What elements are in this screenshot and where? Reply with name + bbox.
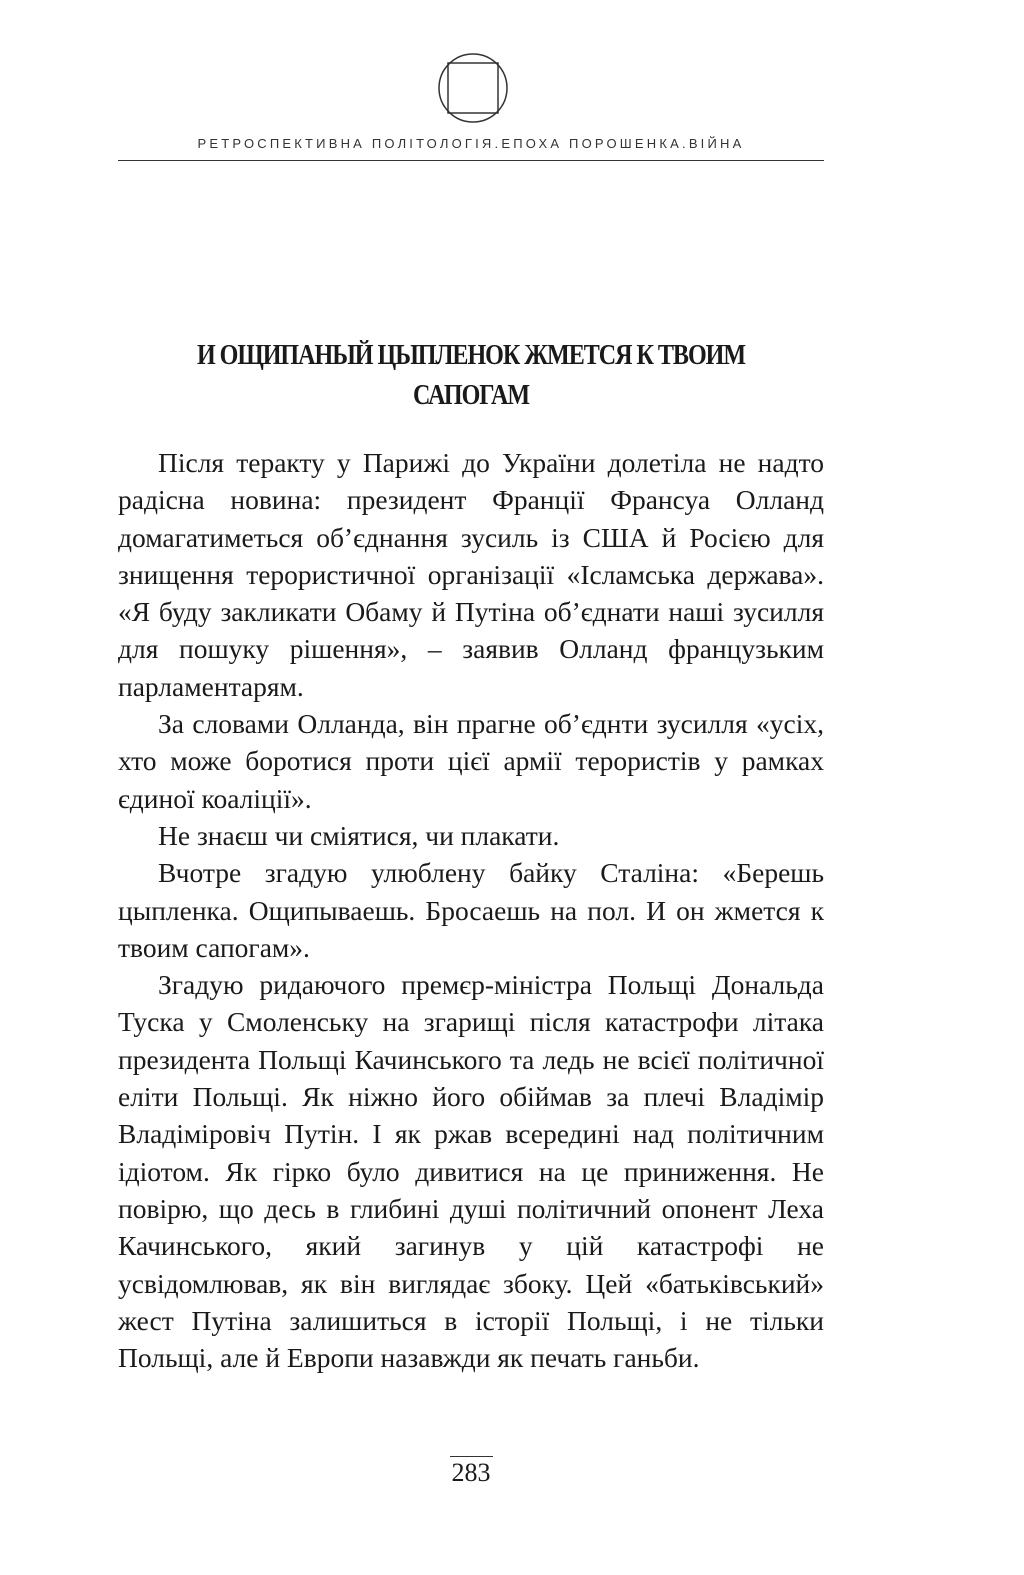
running-header-title: РЕТРОСПЕКТИВНА ПОЛІТОЛОГІЯ.ЕПОХА ПОРОШЕНКА.ВІЙНА (197, 136, 745, 151)
paragraph-4: Вчотре згадую улюблену байку Сталіна: «Берешь цыпленка. Ощипываешь. Бросаешь на пол. И он жмется к твоим сапогам». (118, 857, 824, 963)
paragraph-3: Не знаєш чи сміятися, чи плакати. (158, 819, 560, 851)
page-number (118, 1456, 824, 1489)
circle-square-logo-icon (437, 52, 509, 124)
chapter-title-line-1: И ОЩИПАНЫЙ ЦЫПЛЕНОК ЖМЕТСЯ К ТВОИМ (196, 340, 746, 371)
paragraph-1: Після теракту у Парижі до України долетіла не надто радісна новина: президент Франції Франсуа Олланд домагатиметься об’єднання зусиль із США й Росією для знищення терористичної організації «Ісламська держава». «Я буду закликати Обаму й Путіна об’єднати наші зусилля для пошуку рішення», – заявив Олланд французьким парламентарям. (118, 447, 824, 702)
chapter-title (167, 336, 774, 416)
body-text (118, 444, 824, 1376)
chapter-title-line-2: САПОГАМ (412, 380, 530, 411)
page-number-value: 283 (451, 1458, 491, 1487)
paragraph-5: Згадую ридаючого премєр-міністра Польщі Дональда Туска у Смоленську на згарищі після катастрофи літака президента Польщі Качинського та ледь не всієї політичної еліти Польщі. Як ніжно його обіймав за плечі Владімір Владіміровіч Путін. І як ржав всередині над політичним ідіотом. Як гірко було дивитися на це приниження. Не повірю, що десь в глибині душі політичний опонент Леха Качинського, який загинув у цій катастрофі не усвідомлював, як він виглядає збоку. Цей «батьківський» жест Путіна залишиться в історії Польщі, і не тільки Польщі, але й Европи назавжди як печать ганьби. (118, 969, 824, 1374)
paragraph-2: За словами Олланда, він прагне об’єднти зусилля «усіх, хто може боротися проти цієї армії терористів у рамках єдиної коаліції». (118, 708, 824, 814)
header-rule (118, 160, 824, 161)
